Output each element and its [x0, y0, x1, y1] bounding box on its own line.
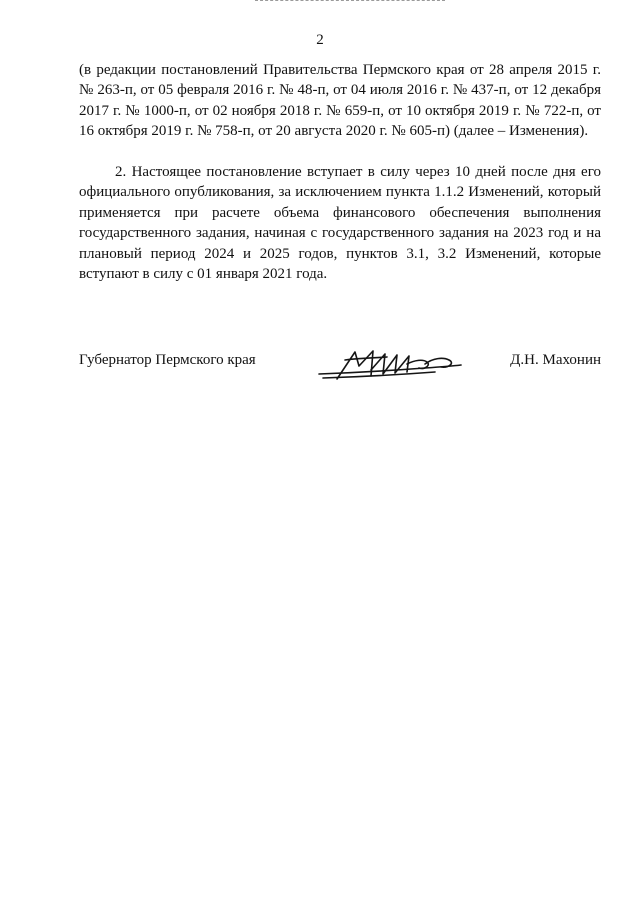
handwritten-signature	[315, 346, 465, 386]
body-paragraph-2: 2. Настоящее постановление вступает в силу через 10 дней после дня его официального опубликования, за исключением пункта 1.1.2 Изменений, который применяется при расчете объема финансового обеспечения выполнения государственного задания, начиная с государственного задания на 2023 год и на плановый период 2024 и 2025 годов, пунктов 3.1, 3.2 Изменений, которые вступают в силу с 01 января 2021 года.	[79, 164, 601, 283]
body-paragraph-1: (в редакции постановлений Правительства Пермского края от 28 апреля 2015 г. № 263-п, от 05 февраля 2016 г. № 48-п, от 04 июля 2016 г. № 437-п, от 12 декабря 2017 г. № 1000-п, от 02 ноября 2018 г. № 659-п, от 10 октября 2019 г. № 722-п, от 16 октября 2019 г. № 758-п, от 20 августа 2020 г. № 605-п) (далее – Изменения).	[79, 62, 601, 140]
top-border-rule	[255, 0, 445, 1]
signature-block	[79, 346, 601, 386]
signer-position: Губернатор Пермского края	[79, 352, 256, 368]
signer-name: Д.Н. Махонин	[510, 352, 601, 368]
page-number: 2	[316, 32, 324, 48]
